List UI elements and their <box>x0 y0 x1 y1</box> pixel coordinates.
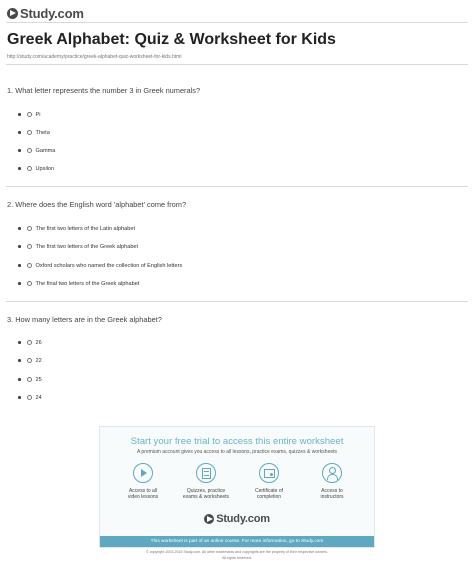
option-label: Pi <box>35 111 41 118</box>
feature-label: Certificate of <box>254 488 284 494</box>
option-label: The final two letters of the Greek alphabet <box>35 280 140 287</box>
option-label: The first two letters of the Greek alphabet <box>35 243 139 250</box>
feature-instructors <box>302 463 362 500</box>
radio-button[interactable] <box>27 166 32 171</box>
feature-label: video lessons <box>127 494 159 500</box>
radio-button[interactable] <box>27 130 32 135</box>
bullet-icon <box>18 264 21 267</box>
logo-text: Study.com <box>20 6 84 21</box>
radio-button[interactable] <box>27 226 32 231</box>
radio-button[interactable] <box>27 395 32 400</box>
option-label: 22 <box>35 357 42 364</box>
radio-button[interactable] <box>27 244 32 249</box>
promo-subtitle: A premium account gives you access to all lessons, practice exams, quizzes & worksheets <box>136 449 338 455</box>
answer-option[interactable] <box>18 110 40 119</box>
option-label: The first two letters of the Latin alphabet <box>35 225 135 232</box>
instructor-icon <box>322 463 342 483</box>
bullet-icon <box>18 245 21 248</box>
question-2: 2. Where does the English word 'alphabet' come from? <box>7 200 187 209</box>
answer-option[interactable] <box>18 164 54 173</box>
question-divider <box>6 186 468 187</box>
question-3: 3. How many letters are in the Greek alphabet? <box>7 315 162 324</box>
radio-button[interactable] <box>27 358 32 363</box>
radio-button[interactable] <box>27 263 32 268</box>
bullet-icon <box>18 227 21 230</box>
certificate-icon <box>259 463 279 483</box>
promo-logo <box>100 513 374 525</box>
answer-option[interactable] <box>18 393 42 402</box>
answer-option[interactable] <box>18 242 138 251</box>
header-divider <box>6 22 468 23</box>
feature-video-lessons <box>113 463 173 500</box>
option-label: Gamma <box>35 147 56 154</box>
feature-label: Access to <box>321 488 343 494</box>
bullet-icon <box>18 359 21 362</box>
option-label: 26 <box>35 339 42 346</box>
radio-button[interactable] <box>27 377 32 382</box>
page-url: http://study.com/academy/practice/greek-alphabet-quiz-worksheet-for-kids.html <box>7 54 182 60</box>
bullet-icon <box>18 167 21 170</box>
answer-option[interactable] <box>18 224 135 233</box>
bullet-icon <box>18 131 21 134</box>
logo-text: Study.com <box>216 513 270 525</box>
answer-option[interactable] <box>18 375 42 384</box>
study-logo <box>7 6 84 21</box>
promo-footer-link[interactable]: This worksheet is part of an online course. For more information, go to Study.com <box>100 536 374 547</box>
bullet-icon <box>18 149 21 152</box>
option-label: Oxford scholars who named the collection of English letters <box>35 262 183 269</box>
worksheet-icon <box>196 463 216 483</box>
feature-label: Access to all <box>128 488 158 494</box>
radio-button[interactable] <box>27 112 32 117</box>
option-label: 24 <box>35 394 42 401</box>
question-divider <box>6 301 468 302</box>
answer-option[interactable] <box>18 356 42 365</box>
promo-title: Start your free trial to access this entire worksheet <box>130 436 344 447</box>
play-logo-icon <box>204 514 214 524</box>
feature-certificate <box>239 463 299 500</box>
video-icon <box>133 463 153 483</box>
option-label: 25 <box>35 376 42 383</box>
copyright-text: © copyright 2003-2015 Study.com. All other trademarks and copyrights are the property of their respective owners. <box>146 550 328 554</box>
feature-label: completion <box>256 494 282 500</box>
radio-button[interactable] <box>27 148 32 153</box>
answer-option[interactable] <box>18 338 42 347</box>
bullet-icon <box>18 113 21 116</box>
feature-label: exams & worksheets <box>182 494 230 500</box>
feature-label: Quizzes, practice <box>186 488 226 494</box>
radio-button[interactable] <box>27 281 32 286</box>
bullet-icon <box>18 396 21 399</box>
title-divider <box>6 64 468 65</box>
page-title: Greek Alphabet: Quiz & Worksheet for Kids <box>7 31 336 48</box>
option-label: Theta <box>35 129 50 136</box>
question-1: 1. What letter represents the number 3 in Greek numerals? <box>7 86 201 95</box>
bullet-icon <box>18 282 21 285</box>
feature-label: instructors <box>320 494 344 500</box>
bullet-icon <box>18 378 21 381</box>
answer-option[interactable] <box>18 279 139 288</box>
bullet-icon <box>18 341 21 344</box>
answer-option[interactable] <box>18 261 182 270</box>
play-logo-icon <box>7 8 18 19</box>
radio-button[interactable] <box>27 340 32 345</box>
rights-text: All rights reserved. <box>222 556 252 560</box>
feature-quizzes <box>176 463 236 500</box>
free-trial-promo[interactable] <box>99 426 375 548</box>
answer-option[interactable] <box>18 128 50 137</box>
answer-option[interactable] <box>18 146 55 155</box>
option-label: Upsilon <box>35 165 55 172</box>
